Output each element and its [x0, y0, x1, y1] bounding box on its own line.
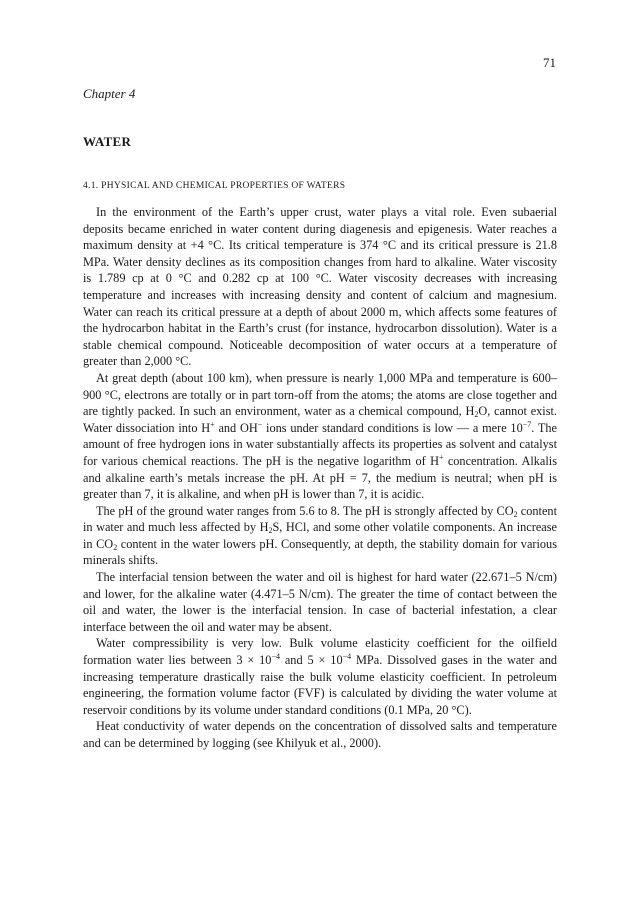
paragraph-4: The interfacial tension between the water and oil is highest for hard water (22.671–5 N/cm) and lower, for the alkaline water (4.471–5 N/cm). The greater the time of contact between the oil and water, the lower is the interfacial tension. In case of bacterial infestation, a clear interface between the oil and water may be absent. [83, 570, 557, 634]
paragraph-3: The pH of the ground water ranges from 5.6 to 8. The pH is strongly affected by $CO_2$ content in water and much less affected by $H_2S$, HCl, and some other volatile components. An increase in $CO_2$ content in the water lowers pH. Consequently, at depth, the stability domain for various minerals shifts. [83, 503, 557, 568]
paragraph-6: Heat conductivity of water depends on the concentration of dissolved salts and temperature and can be determined by logging (see Khilyuk et al., 2000). [83, 719, 557, 750]
paragraph-2: At great depth (about 100 km), when pressure is nearly 1,000 MPa and temperature is 600–900 °C, electrons are totally or in part torn-off from the atoms; the atoms are close together and are tightly packed. In such an environment, water as a chemical compound, $H_2O$, cannot exist. Water dissociation into H+ and OH− ions under standard conditions is low — a mere $10^{-7}$. The amount of free hydrogen ions in water substantially affects its properties as solvent and catalyst for various chemical reactions. The pH is the negative logarithm of H+ concentration. Alkalis and alkaline earth’s metals increase the pH. At pH = 7, the medium is neutral; when pH is greater than 7, it is alkaline, and when pH is lower than 7, it is acidic. [83, 370, 558, 502]
paragraph-1: In the environment of the Earth’s upper crust, water plays a vital role. Even subaerial deposits became enriched in water content during diagenesis and epigenesis. Water reaches a maximum density at +4 °C. Its critical temperature is 374 °C and its critical pressure is 21.8 MPa. Water density declines as its composition changes from hard to alkaline. Water viscosity is 1.789 cp at 0 °C and 0.282 cp at 100 °C. Water viscosity decreases with increasing temperature and increases with increasing density and content of calcium and magnesium. Water can reach its critical pressure at a depth of about 2000 m, which affects some features of the hydrocarbon habitat in the Earth’s crust (for instance, hydrocarbon dissolution). Water is a stable chemical compound. Noticeable decomposition of water occurs at a temperature of greater than 2,000 °C. [83, 205, 557, 369]
body-text [83, 204, 557, 752]
chapter-label: Chapter 4 [83, 86, 136, 101]
section-heading: 4.1. PHYSICAL AND CHEMICAL PROPERTIES OF WATERS [83, 181, 346, 191]
chapter-title: WATER [83, 134, 132, 149]
paragraph-5: Water compressibility is very low. Bulk volume elasticity coefficient for the oilfield formation water lies between $3 \times 10^{-4}$ and $5 \times 10^{-4}$ MPa. Dissolved gases in the water and increasing temperature drastically raise the bulk volume elasticity coefficient. In petroleum engineering, the formation volume factor (FVF) is calculated by dividing the water volume at reservoir conditions by its volume under standard conditions (0.1 MPa, 20 °C). [83, 636, 557, 717]
page-number: 71 [543, 55, 556, 70]
